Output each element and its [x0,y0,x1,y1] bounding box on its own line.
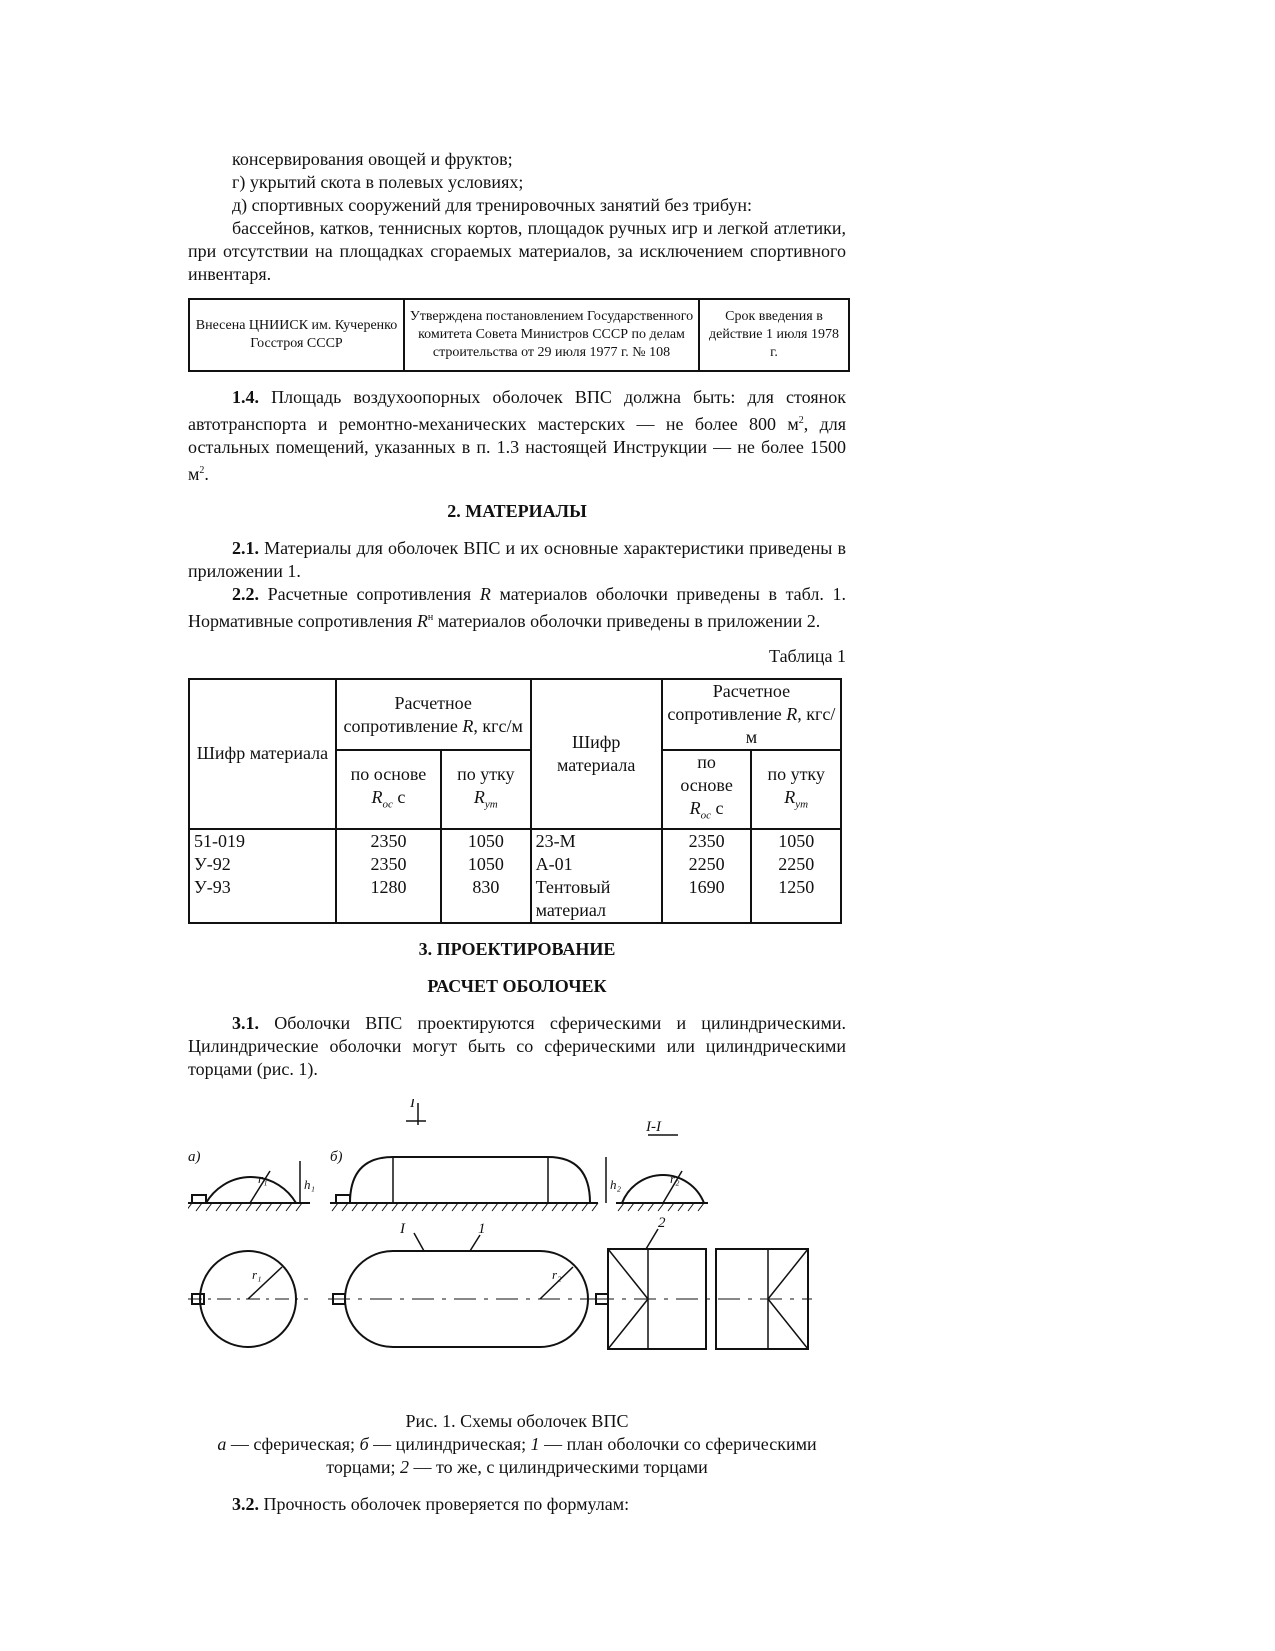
paragraph-1-4: 1.4. Площадь воздухоопорных оболочек ВПС должна быть: для стоянок автотранспорта и ремонтно-механических мастерских — не более 800 $м^2$, для остальных помещений, указанных в п. 1.3 настоящей Инструкции — не более 1500 $м^2$. [188,387,846,484]
approval-box [188,298,850,372]
figure-caption-legend: а — сферическая; б — цилиндрическая; 1 — план оболочки со сферическими торцами; 2 — то же, с цилиндрическими торцами [217,1433,817,1477]
figure-caption-title: Рис. 1. Схемы оболочек ВПС [405,1410,629,1431]
spherical-shell-elevation [192,1161,300,1203]
label-section-I: I [410,1098,415,1111]
paragraph-3-1: 3.1. Оболочки ВПС проектируются сферическими и цилиндрическими. Цилиндрические оболочки могут быть со сферическими или цилиндрическими торцами (рис. 1). [188,1012,846,1079]
label-r2-plan: r₂ [552,1266,562,1282]
label-r1-plan: r₁ [252,1266,262,1282]
plan-spherical-ends [328,1233,606,1347]
header-resistance-2: Расчетное сопротивление R, кгс/м [662,679,841,750]
label-b: б) [330,1148,343,1165]
paragraph-number: 1.4. [232,387,259,407]
header-warp: по основе $R_{ос}$ с [336,750,441,829]
section-2-title: 2. МАТЕРИАЛЫ [447,501,587,521]
header-weft: по утку $R_{ут}$ [441,750,531,829]
intro-line-1: консервирования овощей и фруктов; [232,149,513,169]
label-section-I-plan: I [400,1220,405,1237]
section-3-subtitle: РАСЧЕТ ОБОЛОЧЕК [427,975,607,996]
paragraph-number: 2.1. [232,538,259,558]
header-warp-2: по основе $R_{ос}$ с [662,750,752,829]
document-page [188,148,846,1516]
table-row: У-93 1280 830 Тентовый материал 1690 1250 [189,876,841,923]
intro-line-2: г) укрытий скота в полевых условиях; [232,172,524,192]
intro-line-4: бассейнов, катков, теннисных кортов, площадок ручных игр и легкой атлетики, при отсутствии на площадках сгораемых материалов, за исключением спортивного инвентаря. [188,218,846,284]
label-1: 1 [478,1220,486,1237]
header-weft-2: по утку $R_{ут}$ [751,750,841,829]
paragraph-number: 3.2. [232,1493,259,1514]
approval-introduced: Внесена ЦНИИСК им. Кучеренко Госстроя СССР [189,299,404,371]
ground-line [188,1203,708,1211]
label-a: а) [188,1148,201,1165]
plan-cylindrical-ends [592,1229,812,1349]
header-resistance: Расчетное сопротивление R, кгс/м [336,679,531,750]
approval-effective: Срок введения в действие 1 июля 1978 г. [699,299,849,371]
materials-table [188,678,842,924]
label-r2-section: r₂ [670,1170,680,1186]
table-row: 51-019 2350 1050 23-М 2350 1050 [189,829,841,853]
label-h1: h₁ [304,1176,316,1192]
paragraph-2-1: 2.1. Материалы для оболочек ВПС и их основные характеристики приведены в приложении 1. [188,538,846,581]
table-caption: Таблица 1 [769,646,846,666]
label-2: 2 [658,1214,666,1231]
paragraph-number: 3.1. [232,1012,259,1033]
cylindrical-shell-elevation [336,1103,606,1203]
header-code-2: Шифр материала [531,679,662,829]
label-section-II: I-I [646,1118,661,1135]
intro-line-3: д) спортивных сооружений для тренировочных занятий без трибун: [232,195,753,215]
label-r1: r₁ [258,1170,268,1186]
section-3-title: 3. ПРОЕКТИРОВАНИЕ [418,938,616,959]
header-code: Шифр материала [189,679,336,829]
paragraph-2-2: 2.2. Расчетные сопротивления R материалов оболочки приведены в табл. 1. Нормативные сопротивления $R^н$ материалов оболочки приведены в приложении 2. [188,584,847,631]
spherical-shell-plan [188,1251,308,1347]
paragraph-number: 2.2. [232,584,259,604]
shell-diagram [188,1099,846,1399]
table-row: У-92 2350 1050 А-01 2250 2250 [189,853,841,876]
label-h2: h₂ [610,1176,622,1192]
approval-approved: Утверждена постановлением Государственного комитета Совета Министров СССР по делам строительства от 29 июля 1977 г. № 108 [404,299,699,371]
section-view [622,1135,704,1203]
paragraph-3-2: 3.2. Прочность оболочек проверяется по формулам: [232,1493,630,1514]
